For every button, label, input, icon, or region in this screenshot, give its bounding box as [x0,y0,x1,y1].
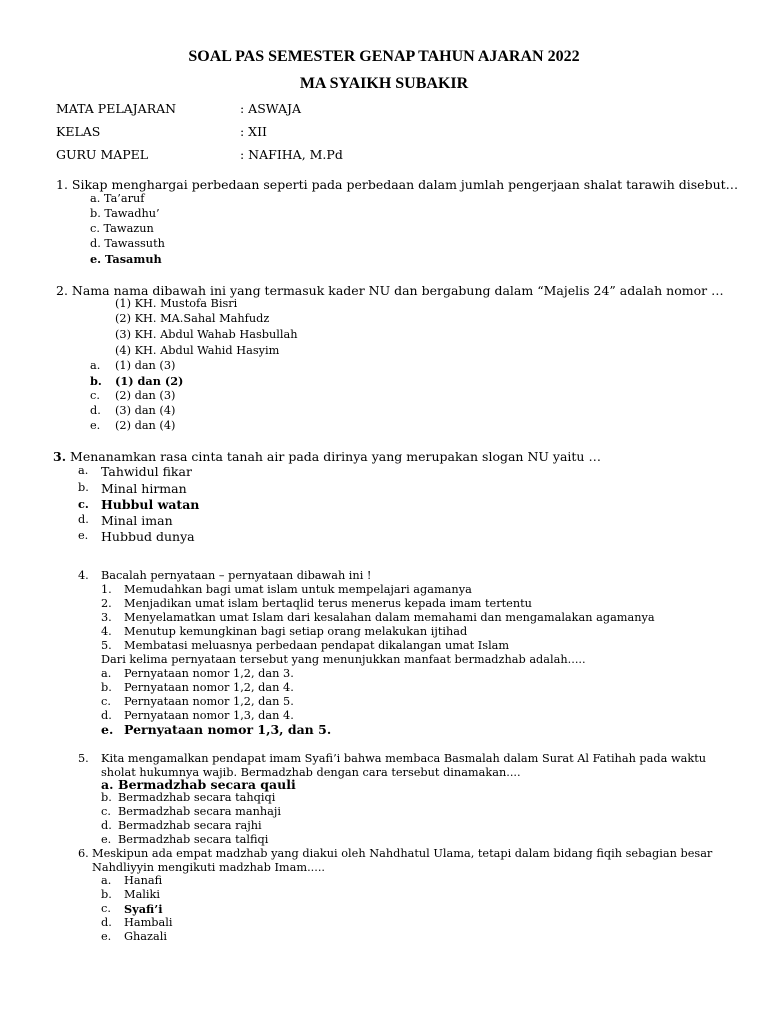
q5-option-d: Bermadzhab secara rajhi [118,819,262,832]
q5-letter-c: c. [101,805,111,818]
q2-option-c: (2) dan (3) [115,389,176,402]
q4-statement-4: Menutup kemungkinan bagi setiap orang melakukan ijtihad [124,625,468,638]
q2-item-3: (3) KH. Abdul Wahab Hasbullah [115,328,298,341]
q5-option-c: Bermadzhab secara manhaji [118,805,281,818]
question-number: 1. [56,177,68,192]
subject-label: MATA PELAJARAN [56,101,177,116]
q4-letter-c: c. [101,695,111,708]
q4-letter-d: d. [101,709,112,722]
subject-value: : ASWAJA [240,101,302,116]
q4-text: Bacalah pernyataan – pernyataan dibawah ini ! [101,569,372,582]
q4-statement-1: Memudahkan bagi umat islam untuk mempelajari agamanya [124,583,472,596]
question-number: 2. [56,283,68,298]
q3-letter-a: a. [78,464,89,477]
q2-option-a: (1) dan (3) [115,359,176,372]
q4-stmt-num-5: 5. [101,639,112,652]
q4-number: 4. [78,569,89,582]
q2-item-4: (4) KH. Abdul Wahid Hasyim [115,344,280,357]
q6-option-b: Maliki [124,888,160,901]
q6-letter-b: b. [101,888,112,901]
q4-option-b: Pernyataan nomor 1,2, dan 4. [124,681,294,694]
q6-option-d: Hambali [124,916,173,929]
q1-option-b: b. Tawadhu’ [90,207,160,220]
question-2 [56,283,724,298]
question-text: Sikap menghargai perbedaan seperti pada perbedaan dalam jumlah pengerjaan shalat tarawih disebut… [71,177,739,192]
q3-letter-b: b. [78,481,89,494]
q2-letter-e: e. [90,419,101,432]
q3-option-a: Tahwidul fikar [101,464,192,479]
q5-option-e: Bermadzhab secara talfiqi [118,833,269,846]
q6-letter-e: e. [101,930,112,943]
q2-option-e: (2) dan (4) [115,419,176,432]
q4-statement-5: Membatasi meluasnya perbedaan pendapat dikalangan umat Islam [124,639,510,652]
q4-stmt-num-2: 2. [101,597,112,610]
q4-stmt-num-1: 1. [101,583,112,596]
class-value: : XII [240,124,267,139]
q3-letter-d: d. [78,513,89,526]
q6-option-c-answer: Syafi’i [124,902,163,916]
q5-number: 5. [78,752,89,765]
question-number: 3. [53,449,67,464]
teacher-value: : NAFIHA, M.Pd [240,147,343,162]
question-text: Menanamkan rasa cinta tanah air pada dirinya yang merupakan slogan NU yaitu … [70,449,601,464]
q1-option-a: a. Ta’aruf [90,192,145,205]
q2-letter-a: a. [90,359,101,372]
q2-option-b-answer: (1) dan (2) [115,374,184,388]
q6-number: 6. [78,847,89,860]
q2-item-1: (1) KH. Mustofa Bisri [115,297,238,310]
q4-option-c: Pernyataan nomor 1,2, dan 5. [124,695,294,708]
q2-letter-d: d. [90,404,101,417]
q4-prompt: Dari kelima pernyataan tersebut yang menunjukkan manfaat bermadzhab adalah..... [101,653,586,666]
q6-text-line1: Meskipun ada empat madzhab yang diakui oleh Nahdhatul Ulama, tetapi dalam bidang fiqih sebagian besar [92,847,713,860]
q6-letter-a: a. [101,874,112,887]
q3-letter-e: e. [78,529,89,542]
q2-item-2: (2) KH. MA.Sahal Mahfudz [115,312,270,325]
q4-option-a: Pernyataan nomor 1,2, dan 3. [124,667,294,680]
school-name: MA SYAIKH SUBAKIR [299,75,469,92]
q4-letter-e: e. [101,722,114,737]
q4-stmt-num-3: 3. [101,611,112,624]
q5-letter-b: b. [101,791,112,804]
q6-letter-c: c. [101,902,111,915]
q5-text-line2: sholat hukumnya wajib. Bermadzhab dengan cara tersebut dinamakan.... [101,766,521,779]
q1-option-d: d. Tawassuth [90,237,165,250]
q5-letter-a: a. [101,777,114,792]
exam-title: SOAL PAS SEMESTER GENAP TAHUN AJARAN 2022 [188,48,580,65]
q5-letter-d: d. [101,819,112,832]
q5-option-b: Bermadzhab secara tahqiqi [118,791,276,804]
class-label: KELAS [56,124,101,139]
q4-statement-2: Menjadikan umat islam bertaqlid terus menerus kepada imam tertentu [124,597,532,610]
q2-letter-c: c. [90,389,100,402]
q4-option-d: Pernyataan nomor 1,3, dan 4. [124,709,294,722]
q6-option-e: Ghazali [124,930,167,943]
q4-stmt-num-4: 4. [101,625,112,638]
q5-letter-e: e. [101,833,112,846]
q4-option-e-answer: Pernyataan nomor 1,3, dan 5. [124,722,332,737]
q3-letter-c: c. [78,497,89,511]
q4-letter-a: a. [101,667,112,680]
q6-option-a: Hanafi [124,874,163,887]
q5-option-a-answer: Bermadzhab secara qauli [118,777,296,792]
q5-text-line1: Kita mengamalkan pendapat imam Syafi’i bahwa membaca Basmalah dalam Surat Al Fatihah pada waktu [101,752,707,765]
q6-text-line2: Nahdliyyin mengikuti madzhab Imam..... [92,861,326,874]
q4-letter-b: b. [101,681,112,694]
q2-option-d: (3) dan (4) [115,404,176,417]
question-1 [56,177,738,192]
q3-option-b: Minal hirman [101,481,187,496]
question-text: Nama nama dibawah ini yang termasuk kader NU dan bergabung dalam “Majelis 24” adalah nomor … [71,283,724,298]
q6-letter-d: d. [101,916,112,929]
q3-option-c-answer: Hubbul watan [101,497,200,512]
teacher-label: GURU MAPEL [56,147,149,162]
q1-option-c: c. Tawazun [90,222,154,235]
q3-option-d: Minal iman [101,513,173,528]
q1-option-e-answer: e. Tasamuh [90,252,162,266]
q3-option-e: Hubbud dunya [101,529,195,544]
q2-letter-b: b. [90,374,102,388]
q4-statement-3: Menyelamatkan umat Islam dari kesalahan dalam memahami dan mengamalakan agamanya [124,611,655,624]
question-3 [53,449,601,464]
